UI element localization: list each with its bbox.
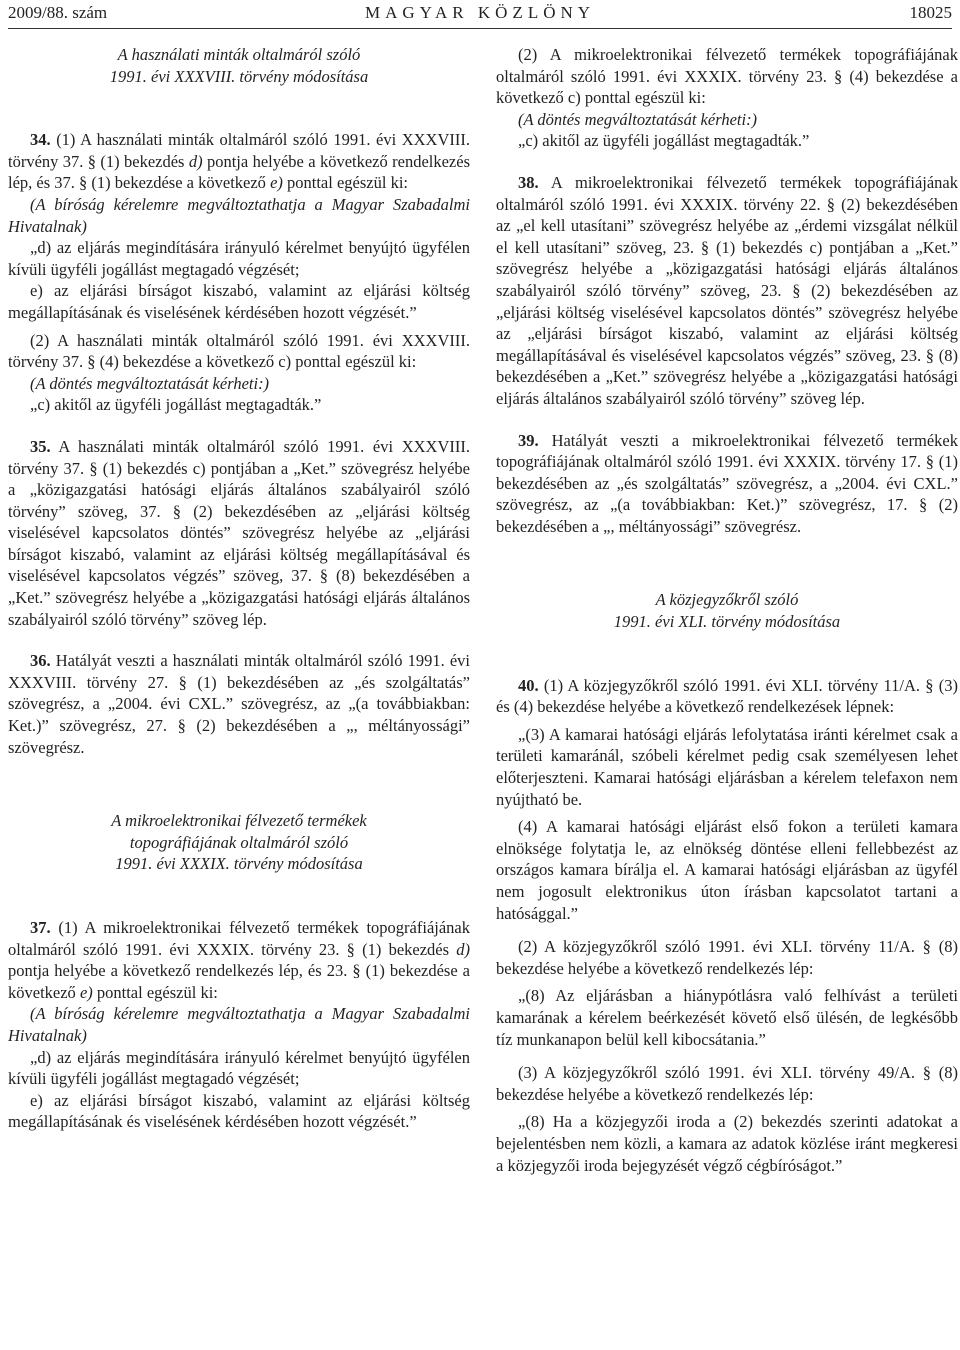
paragraph-38: 38. A mikroelektronikai félvezető termékek topográfiájának oltalmáról szóló 1991. évi XXXIX. törvény 22. § (2) bekezdésében az „el kell utasítani” szövegrész helyébe az „érdemi vizsgálat nélkül el kell utasítani” szöveg, 23. § (1) bekezdés c) pontjában a „Ket.” szövegrész helyébe a „közigazgatási hatósági eljárás általános szabályairól szóló törvény” szöveg, 23. § (2) bekezdésében az „eljárási költség viselésével kapcsolatos döntés” szövegrész helyébe az „eljárási bírságot kiszabó, valamint az eljárási költség megállapításával és viselésével kapcsolatos végzés” szöveg, 23. § (8) bekezdésében a „Ket.” szövegrész helyébe a „közigazgatási hatósági eljárás általános szabályairól szóló törvény” szöveg lép.: [496, 172, 958, 408]
section-number: 35.: [30, 436, 51, 456]
section-title-3: A közjegyzőkről szóló 1991. évi XLI. törvény módosítása: [613, 590, 841, 632]
journal-title: MAGYAR KÖZLÖNY: [364, 3, 596, 22]
quote-paragraph-8: „(8) Az eljárásban a hiánypótlásra való felhívást a területi kamarának a kérelem beérkezését követő első ülésén, de legkésőbb tíz munkanapon belül kell kibocsátania.”: [496, 986, 958, 1049]
quote-intro: (A bíróság kérelemre megváltoztathatja a Magyar Szabadalmi Hivatalnak): [8, 1004, 470, 1045]
section-title-1: A használati minták oltalmáról szóló 1991. évi XXXVIII. törvény módosítása: [109, 45, 369, 86]
quote-item-c: „c) akitől az ügyféli jogállást megtagadták.”: [518, 131, 810, 151]
section-number: 37.: [30, 918, 51, 937]
paragraph-37: 37. (1) A mikroelektronikai félvezető termékek topográfiájának oltalmáról szóló 1991. évi XXXIX. törvény 23. § (1) bekezdés d) pontja helyébe a következő rendelkezés lép, és 23. § (1) bekezdése a következő e) ponttal egészül ki:: [8, 918, 470, 1002]
quote-paragraph-4: (4) A kamarai hatósági eljárást első fokon a területi kamara elnöksége folytatja le, az elnökség döntése elleni fellebbezést az országos kamara bírálja el. A kamarai hatósági eljárásban az ügyfél nem jogosult elektronikus úton írásban kapcsolatot tartani a hatósággal.”: [496, 817, 958, 923]
paragraph-35: 35. A használati minták oltalmáról szóló 1991. évi XXXVIII. törvény 37. § (1) bekezdés c) pontjában a „Ket.” szövegrész helyébe a „közigazgatási hatósági eljárás általános szabályairól szóló törvény” szöveg, 37. § (2) bekezdésében az „eljárási költség viselésével kapcsolatos döntés” szövegrész helyébe az „eljárási bírságot kiszabó, valamint az eljárási költség megállapításával és viselésével kapcsolatos végzés” szöveg, 37. § (8) bekezdésében a „Ket.” szövegrész helyébe a „közigazgatási hatósági eljárás általános szabályairól szóló törvény” szöveg lép.: [8, 436, 470, 629]
paragraph-37-2: (2) A mikroelektronikai félvezető termékek topográfiájának oltalmáról szóló 1991. évi XXXIX. törvény 23. § (4) bekezdése a következő c) ponttal egészül ki:: [496, 45, 958, 108]
section-number: 34.: [30, 130, 51, 150]
quote-intro: (A döntés megváltoztatását kérheti:): [30, 373, 270, 393]
paragraph-40-2: (2) A közjegyzőkről szóló 1991. évi XLI. törvény 11/A. § (8) bekezdése helyébe a következő rendelkezés lép:: [496, 937, 958, 978]
quote-paragraph-3: „(3) A kamarai hatósági eljárás lefolytatása iránti kérelmet csak a területi kamaránál, szóbeli kérelmet pedig csak személyesen lehet előterjeszteni. Kamarai hatósági eljárásban a kérelem telefaxon nem nyújtható be.: [496, 724, 958, 809]
left-column: [8, 44, 470, 1133]
section-number: 36.: [30, 651, 51, 671]
quote-item-c: „c) akitől az ügyféli jogállást megtagadták.”: [30, 395, 322, 415]
section-number: 38.: [518, 172, 539, 192]
issue-number: 2009/88. szám: [8, 3, 108, 22]
quote-item-e: e) az eljárási bírságot kiszabó, valamint az eljárási költség megállapításának és viselésének kérdésében hozott végzését.”: [8, 1090, 470, 1132]
quote-paragraph-8b: „(8) Ha a közjegyzői iroda a (2) bekezdés szerinti adatokat a bejelentésben nem közli, a kamara az adatok közlése iránt megkeresi a közjegyzői iroda bejegyzését végző cégbíróságot.”: [496, 1112, 958, 1175]
paragraph-36: 36. Hatályát veszti a használati minták oltalmáról szóló 1991. évi XXXVIII. törvény 27. § (1) bekezdésében az „és szolgáltatás” szövegrész, a „2004. évi CXL.” szövegrész, az „(a továbbiakban: Ket.)” szövegrész, 27. § (2) bekezdésében a „, méltányossági” szövegrész.: [8, 651, 470, 757]
paragraph-34: 34. (1) A használati minták oltalmáról szóló 1991. évi XXXVIII. törvény 37. § (1) bekezdés d) pontja helyébe a következő rendelkezés lép, és 37. § (1) bekezdése a következő e) ponttal egészül ki:: [8, 130, 470, 193]
section-number: 39.: [518, 430, 539, 450]
quote-intro: (A döntés megváltoztatását kérheti:): [518, 109, 758, 129]
quote-item-d: „d) az eljárás megindítására irányuló kérelmet benyújtó ügyfélen kívüli ügyféli jogállást megtagadó végzését;: [8, 1047, 470, 1089]
paragraph-40-3: (3) A közjegyzőkről szóló 1991. évi XLI. törvény 49/A. § (8) bekezdése helyébe a következő rendelkezés lép:: [496, 1063, 958, 1104]
page-number: 18025: [909, 3, 952, 22]
quote-item-e: e) az eljárási bírságot kiszabó, valamint az eljárási költség megállapításának és viselésének kérdésében hozott végzését.”: [8, 281, 470, 322]
paragraph-39: 39. Hatályát veszti a mikroelektronikai félvezető termékek topográfiájának oltalmáról szóló 1991. évi XXXIX. törvény 17. § (1) bekezdésében az „és szolgáltatás” szövegrész, a „2004. évi CXL.” szövegrész, az „(a továbbiakban: Ket.)” szövegrész, 17. § (2) bekezdésében a „, méltányossági” szövegrész.: [496, 430, 958, 536]
paragraph-34-2: (2) A használati minták oltalmáról szóló 1991. évi XXXVIII. törvény 37. § (4) bekezdése a következő c) ponttal egészül ki:: [8, 330, 470, 372]
paragraph-40: 40. (1) A közjegyzőkről szóló 1991. évi XLI. törvény 11/A. § (3) és (4) bekezdése helyébe a következő rendelkezések lépnek:: [496, 675, 958, 717]
right-column: [496, 44, 958, 1176]
section-title-2: A mikroelektronikai félvezető termékek topográfiájának oltalmáról szóló 1991. évi XXXIX. törvény módosítása: [111, 811, 367, 874]
quote-intro: (A bíróság kérelemre megváltoztathatja a Magyar Szabadalmi Hivatalnak): [8, 194, 470, 236]
quote-item-d: „d) az eljárás megindítására irányuló kérelmet benyújtó ügyfélen kívüli ügyféli jogállást megtagadó végzését;: [8, 238, 470, 279]
section-number: 40.: [518, 675, 539, 695]
page-header: [8, 0, 952, 29]
